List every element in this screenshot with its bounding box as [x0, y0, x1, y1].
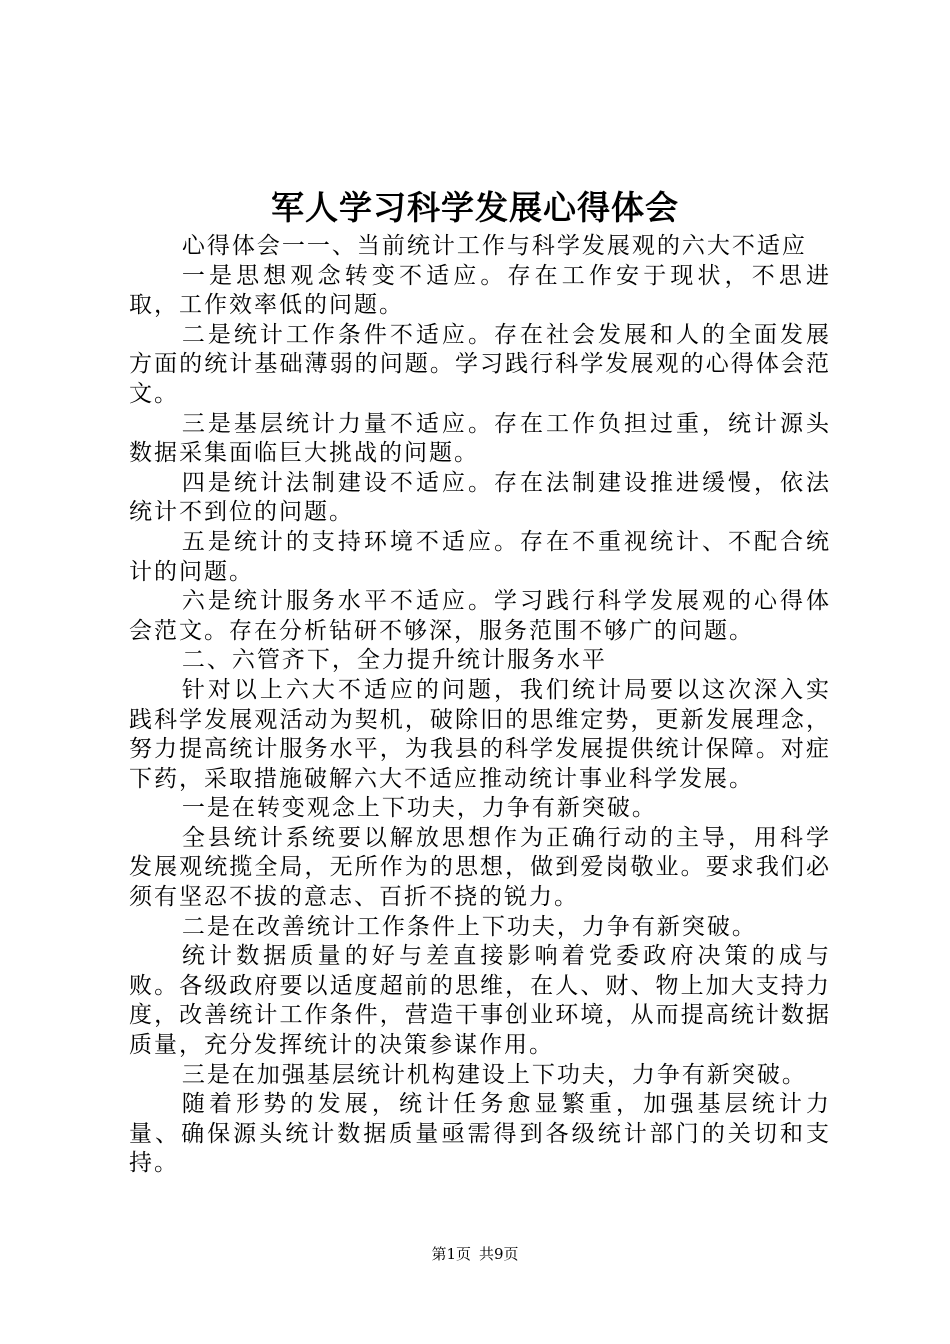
paragraph: 心得体会一一、当前统计工作与科学发展观的六大不适应 [181, 233, 807, 259]
paragraph: 三是基层统计力量不适应。存在工作负担过重，统计源头数据采集面临巨大挑战的问题。 [129, 410, 831, 467]
paragraph: 一是思想观念转变不适应。存在工作安于现状，不思进取，工作效率低的问题。 [129, 262, 831, 319]
paragraph: 四是统计法制建设不适应。存在法制建设推进缓慢，依法统计不到位的问题。 [129, 469, 831, 526]
paragraph: 二是统计工作条件不适应。存在社会发展和人的全面发展方面的统计基础薄弱的问题。学习践行科学发展观的心得体会范文。 [129, 321, 831, 407]
paragraph: 六是统计服务水平不适应。学习践行科学发展观的心得体会范文。存在分析钻研不够深，服务范围不够广的问题。 [129, 588, 831, 644]
paragraph: 针对以上六大不适应的问题，我们统计局要以这次深入实践科学发展观活动为契机，破除旧的思维定势，更新发展理念，努力提高统计服务水平，为我县的科学发展提供统计保障。对症下药，采取措施破解六大不适应推动统计事业科学发展。 [129, 676, 831, 792]
paragraph: 全县统计系统要以解放思想作为正确行动的主导，用科学发展观统揽全局，无所作为的思想，做到爱岗敬业。要求我们必须有坚忍不拔的意志、百折不挠的锐力。 [129, 824, 831, 911]
document-body [129, 232, 831, 1179]
paragraph: 随着形势的发展，统计任务愈显繁重，加强基层统计力量、确保源头统计数据质量亟需得到各级统计部门的关切和支持。 [129, 1091, 831, 1177]
document-title: 军人学习科学发展心得体会 [271, 188, 679, 227]
page-number-total: 共9页 [479, 1245, 519, 1263]
paragraph: 统计数据质量的好与差直接影响着党委政府决策的成与败。各级政府要以适度超前的思维，在人、财、物上加大支持力度，改善统计工作条件，营造干事创业环境，从而提高统计数据质量，充分发挥统计的决策参谋作用。 [129, 943, 831, 1059]
paragraph: 二是在改善统计工作条件上下功夫，力争有新突破。 [181, 913, 757, 940]
paragraph: 一是在转变观念上下功夫，力争有新突破。 [181, 795, 657, 822]
page-number-current: 第1页 [431, 1245, 471, 1263]
paragraph: 二、六管齐下，全力提升统计服务水平 [181, 647, 607, 674]
paragraph: 五是统计的支持环境不适应。存在不重视统计、不配合统计的问题。 [129, 528, 831, 585]
page-footer [0, 1244, 950, 1264]
paragraph: 三是在加强基层统计机构建设上下功夫，力争有新突破。 [181, 1061, 807, 1088]
